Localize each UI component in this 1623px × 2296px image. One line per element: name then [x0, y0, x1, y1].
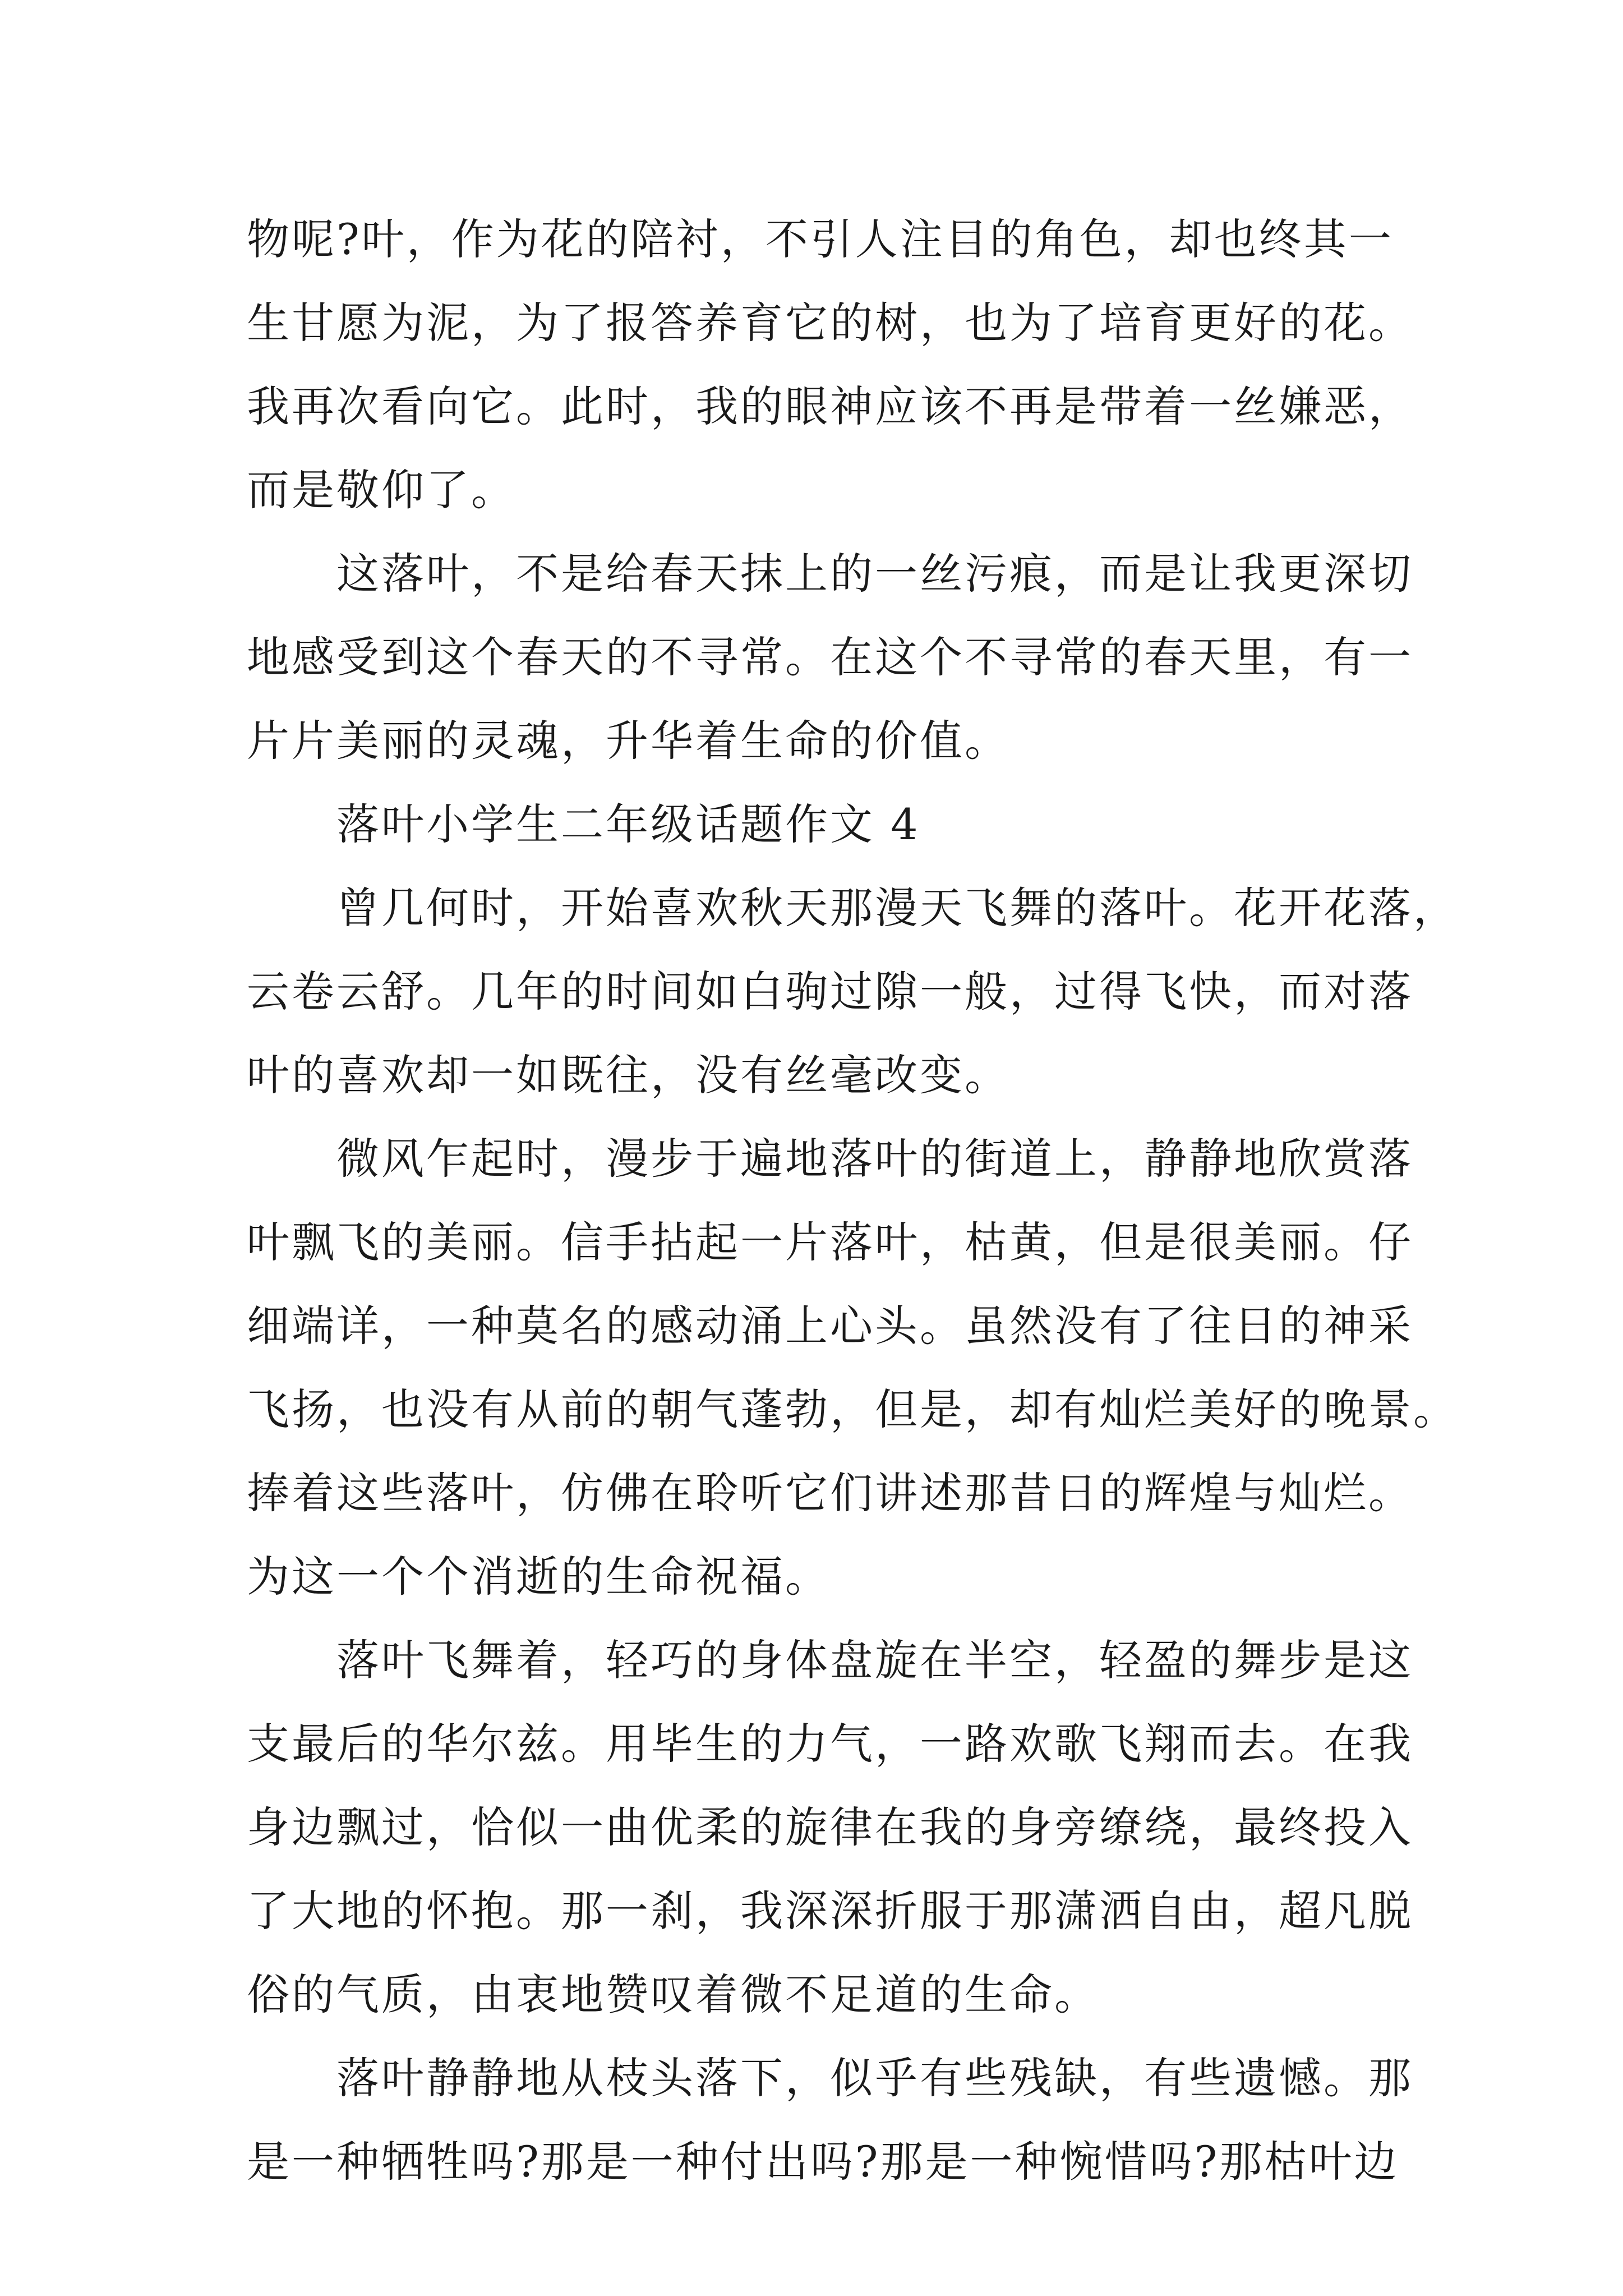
- text-line: 而是敬仰了。: [247, 465, 516, 515]
- text-line: 云卷云舒。几年的时间如白驹过隙一般，过得飞快，而对落: [247, 967, 1413, 1016]
- text-line: 了大地的怀抱。那一刹，我深深折服于那潇洒自由，超凡脱: [247, 1886, 1413, 1936]
- text-line: 落叶飞舞着，轻巧的身体盘旋在半空，轻盈的舞步是这: [336, 1635, 1413, 1685]
- text-line: 俗的气质，由衷地赞叹着微不足道的生命。: [247, 1970, 1099, 2019]
- text-line: 曾几何时，开始喜欢秋天那漫天飞舞的落叶。花开花落，: [336, 883, 1458, 933]
- text-line: 叶飘飞的美丽。信手拈起一片落叶，枯黄，但是很美丽。仔: [247, 1217, 1413, 1267]
- text-line: 落叶静静地从枝头落下，似乎有些残缺，有些遗憾。那: [336, 2053, 1413, 2103]
- text-line: 叶的喜欢却一如既往，没有丝毫改变。: [247, 1050, 1009, 1100]
- text-line: 生甘愿为泥，为了报答养育它的树，也为了培育更好的花。: [247, 298, 1413, 348]
- text-line: 细端详，一种莫名的感动涌上心头。虽然没有了往日的神采: [247, 1301, 1413, 1351]
- text-line: 我再次看向它。此时，我的眼神应该不再是带着一丝嫌恶，: [247, 381, 1413, 431]
- text-line: 片片美丽的灵魂，升华着生命的价值。: [247, 716, 1009, 766]
- text-line: 这落叶，不是给春天抹上的一丝污痕，而是让我更深切: [336, 549, 1413, 599]
- text-line: 支最后的华尔兹。用毕生的力气，一路欢歌飞翔而去。在我: [247, 1719, 1413, 1769]
- text-line: 身边飘过，恰似一曲优柔的旋律在我的身旁缭绕，最终投入: [247, 1802, 1413, 1852]
- text-line: 地感受到这个春天的不寻常。在这个不寻常的春天里，有一: [247, 632, 1413, 682]
- text-line: 落叶小学生二年级话题作文 4: [336, 799, 920, 849]
- text-line: 为这一个个消逝的生命祝福。: [247, 1552, 830, 1602]
- text-line: 飞扬，也没有从前的朝气蓬勃，但是，却有灿烂美好的晚景。: [247, 1384, 1458, 1434]
- text-line: 捧着这些落叶，仿佛在聆听它们讲述那昔日的辉煌与灿烂。: [247, 1468, 1413, 1518]
- body-text: [247, 197, 1458, 2203]
- text-line: 物呢?叶，作为花的陪衬，不引人注目的角色，却也终其一: [247, 214, 1394, 264]
- text-line: 是一种牺牲吗?那是一种付出吗?那是一种惋惜吗?那枯叶边: [247, 2137, 1399, 2187]
- text-line: 微风乍起时，漫步于遍地落叶的街道上，静静地欣赏落: [336, 1134, 1413, 1184]
